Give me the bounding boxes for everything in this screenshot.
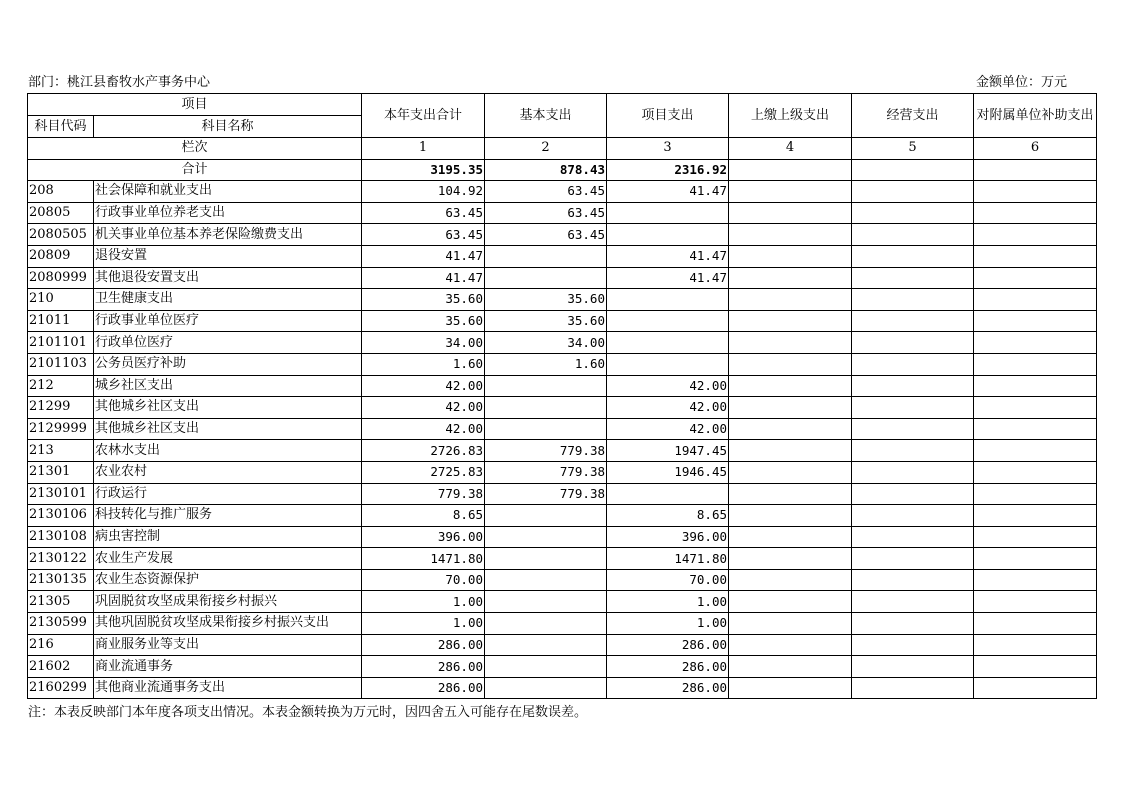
amount-cell [974, 418, 1097, 440]
index-row [28, 138, 1097, 160]
amount-cell: 1.60 [485, 353, 607, 375]
amount-cell [852, 353, 974, 375]
amount-cell [974, 526, 1097, 548]
amount-cell [852, 440, 974, 462]
subject-code: 21301 [28, 461, 94, 483]
amount-cell [852, 548, 974, 570]
table-row [28, 613, 1097, 635]
amount-cell [607, 332, 729, 354]
subject-code: 210 [28, 289, 94, 311]
amount-cell: 8.65 [362, 505, 485, 527]
amount-cell [974, 461, 1097, 483]
amount-cell [729, 397, 852, 419]
subject-code: 2101101 [28, 332, 94, 354]
column-header-basic: 基本支出 [485, 94, 607, 138]
amount-cell [729, 245, 852, 267]
amount-cell: 63.45 [362, 202, 485, 224]
amount-cell: 42.00 [362, 375, 485, 397]
amount-cell: 2725.83 [362, 461, 485, 483]
subject-code: 216 [28, 634, 94, 656]
amount-cell: 41.47 [607, 245, 729, 267]
amount-cell [729, 418, 852, 440]
amount-cell: 35.60 [362, 310, 485, 332]
total-cell [974, 159, 1097, 181]
amount-cell [485, 569, 607, 591]
amount-cell [607, 310, 729, 332]
amount-cell [852, 505, 974, 527]
subject-name: 行政单位医疗 [94, 332, 362, 354]
subject-code: 21305 [28, 591, 94, 613]
amount-cell [729, 548, 852, 570]
amount-cell [485, 526, 607, 548]
amount-cell: 1946.45 [607, 461, 729, 483]
amount-cell [852, 332, 974, 354]
amount-cell: 63.45 [362, 224, 485, 246]
amount-cell [729, 656, 852, 678]
amount-cell: 2726.83 [362, 440, 485, 462]
amount-cell: 779.38 [485, 483, 607, 505]
amount-cell: 286.00 [362, 634, 485, 656]
amount-cell: 1.00 [607, 591, 729, 613]
amount-cell: 286.00 [607, 634, 729, 656]
amount-cell [852, 461, 974, 483]
subject-code: 2129999 [28, 418, 94, 440]
amount-cell [485, 418, 607, 440]
amount-cell: 63.45 [485, 202, 607, 224]
amount-cell [974, 677, 1097, 699]
subject-name: 商业流通事务 [94, 656, 362, 678]
amount-cell [485, 375, 607, 397]
amount-cell [729, 353, 852, 375]
amount-cell: 34.00 [485, 332, 607, 354]
table-row [28, 548, 1097, 570]
footer-note: 注：本表反映部门本年度各项支出情况。本表金额转换为万元时，因四舍五入可能存在尾数误差。 [28, 705, 588, 720]
amount-cell: 286.00 [607, 677, 729, 699]
subject-code: 2130108 [28, 526, 94, 548]
subject-name: 行政事业单位养老支出 [94, 202, 362, 224]
amount-cell [974, 440, 1097, 462]
subject-name: 巩固脱贫攻坚成果衔接乡村振兴 [94, 591, 362, 613]
total-cell [852, 159, 974, 181]
amount-cell [729, 202, 852, 224]
table-row [28, 397, 1097, 419]
amount-cell [607, 483, 729, 505]
total-cell: 3195.35 [362, 159, 485, 181]
table-row [28, 245, 1097, 267]
amount-cell [852, 483, 974, 505]
subject-code: 2160299 [28, 677, 94, 699]
amount-cell [852, 397, 974, 419]
amount-cell: 104.92 [362, 181, 485, 203]
subject-code: 20809 [28, 245, 94, 267]
index-number: 6 [974, 138, 1097, 160]
subject-name: 行政运行 [94, 483, 362, 505]
table-row [28, 569, 1097, 591]
subject-name: 其他商业流通事务支出 [94, 677, 362, 699]
subject-name: 其他城乡社区支出 [94, 397, 362, 419]
subject-code: 2130101 [28, 483, 94, 505]
amount-cell [729, 634, 852, 656]
subject-name: 农业生产发展 [94, 548, 362, 570]
amount-cell [974, 397, 1097, 419]
table-row [28, 224, 1097, 246]
expenditure-table [27, 93, 1097, 699]
subject-code: 21299 [28, 397, 94, 419]
subject-name: 商业服务业等支出 [94, 634, 362, 656]
table-row [28, 483, 1097, 505]
amount-cell [852, 569, 974, 591]
amount-cell: 41.47 [362, 267, 485, 289]
column-header-operating: 经营支出 [852, 94, 974, 138]
amount-cell: 42.00 [607, 375, 729, 397]
column-header-total: 本年支出合计 [362, 94, 485, 138]
amount-cell: 41.47 [607, 181, 729, 203]
amount-cell [485, 245, 607, 267]
total-cell: 878.43 [485, 159, 607, 181]
subject-name: 城乡社区支出 [94, 375, 362, 397]
amount-cell [607, 289, 729, 311]
amount-cell [485, 397, 607, 419]
subject-name: 病虫害控制 [94, 526, 362, 548]
subject-code: 21602 [28, 656, 94, 678]
amount-cell [852, 526, 974, 548]
amount-cell: 35.60 [485, 289, 607, 311]
amount-cell [729, 267, 852, 289]
data-rows [28, 181, 1097, 699]
amount-cell [974, 375, 1097, 397]
amount-cell [852, 202, 974, 224]
amount-cell: 8.65 [607, 505, 729, 527]
amount-cell: 42.00 [607, 397, 729, 419]
amount-cell [852, 289, 974, 311]
table-row [28, 202, 1097, 224]
subject-code: 213 [28, 440, 94, 462]
amount-cell [974, 505, 1097, 527]
code-header: 科目代码 [28, 116, 94, 138]
table-row [28, 375, 1097, 397]
table-row [28, 677, 1097, 699]
subject-name: 其他城乡社区支出 [94, 418, 362, 440]
amount-cell [485, 505, 607, 527]
table-row [28, 656, 1097, 678]
amount-cell [729, 289, 852, 311]
amount-cell [974, 483, 1097, 505]
amount-cell: 1.00 [362, 613, 485, 635]
amount-cell [974, 202, 1097, 224]
amount-cell: 42.00 [362, 418, 485, 440]
subject-code: 2080505 [28, 224, 94, 246]
unit-label: 金额单位：万元 [976, 75, 1068, 90]
column-header-project: 项目支出 [607, 94, 729, 138]
subject-code: 2101103 [28, 353, 94, 375]
amount-cell: 70.00 [362, 569, 485, 591]
amount-cell [852, 613, 974, 635]
amount-cell: 1.00 [362, 591, 485, 613]
total-row [28, 159, 1097, 181]
amount-cell [974, 289, 1097, 311]
amount-cell [607, 353, 729, 375]
total-cell [729, 159, 852, 181]
amount-cell [729, 677, 852, 699]
amount-cell [974, 267, 1097, 289]
amount-cell: 286.00 [607, 656, 729, 678]
table-row [28, 332, 1097, 354]
column-header-remit: 上缴上级支出 [729, 94, 852, 138]
amount-cell [852, 224, 974, 246]
amount-cell: 35.60 [485, 310, 607, 332]
amount-cell [974, 332, 1097, 354]
subject-code: 212 [28, 375, 94, 397]
subject-code: 208 [28, 181, 94, 203]
amount-cell: 34.00 [362, 332, 485, 354]
table-row [28, 505, 1097, 527]
amount-cell: 779.38 [362, 483, 485, 505]
index-number: 5 [852, 138, 974, 160]
subject-name: 其他退役安置支出 [94, 267, 362, 289]
amount-cell [852, 375, 974, 397]
amount-cell [485, 656, 607, 678]
amount-cell [974, 181, 1097, 203]
subject-name: 科技转化与推广服务 [94, 505, 362, 527]
amount-cell [974, 656, 1097, 678]
amount-cell [485, 591, 607, 613]
amount-cell: 1471.80 [362, 548, 485, 570]
amount-cell: 42.00 [362, 397, 485, 419]
subject-name: 其他巩固脱贫攻坚成果衔接乡村振兴支出 [94, 613, 362, 635]
amount-cell [974, 569, 1097, 591]
amount-cell: 1.00 [607, 613, 729, 635]
department-label: 部门：桃江县畜牧水产事务中心 [28, 75, 211, 90]
amount-cell [729, 569, 852, 591]
subject-code: 20805 [28, 202, 94, 224]
amount-cell [974, 591, 1097, 613]
amount-cell [729, 461, 852, 483]
column-header-subsidy: 对附属单位补助支出 [974, 94, 1097, 138]
index-number: 2 [485, 138, 607, 160]
amount-cell [729, 440, 852, 462]
amount-cell [974, 613, 1097, 635]
subject-name: 退役安置 [94, 245, 362, 267]
name-header: 科目名称 [94, 116, 362, 138]
amount-cell [729, 310, 852, 332]
amount-cell: 70.00 [607, 569, 729, 591]
amount-cell: 1947.45 [607, 440, 729, 462]
index-number: 4 [729, 138, 852, 160]
amount-cell [485, 613, 607, 635]
subject-name: 农业生态资源保护 [94, 569, 362, 591]
subject-name: 农林水支出 [94, 440, 362, 462]
amount-cell [974, 245, 1097, 267]
amount-cell: 41.47 [607, 267, 729, 289]
amount-cell [852, 267, 974, 289]
subject-code: 2130599 [28, 613, 94, 635]
amount-cell [852, 181, 974, 203]
table-row [28, 634, 1097, 656]
total-cell: 2316.92 [607, 159, 729, 181]
table-row [28, 353, 1097, 375]
amount-cell [485, 677, 607, 699]
subject-code: 2130106 [28, 505, 94, 527]
table-row [28, 289, 1097, 311]
amount-cell [852, 677, 974, 699]
subject-name: 机关事业单位基本养老保险缴费支出 [94, 224, 362, 246]
amount-cell [729, 332, 852, 354]
amount-cell [729, 483, 852, 505]
amount-cell: 63.45 [485, 181, 607, 203]
amount-cell [729, 505, 852, 527]
amount-cell [729, 375, 852, 397]
table-row [28, 310, 1097, 332]
amount-cell [729, 591, 852, 613]
amount-cell [729, 613, 852, 635]
item-header: 项目 [28, 94, 362, 116]
amount-cell [974, 634, 1097, 656]
amount-cell: 41.47 [362, 245, 485, 267]
subject-name: 农业农村 [94, 461, 362, 483]
amount-cell: 63.45 [485, 224, 607, 246]
table-row [28, 526, 1097, 548]
index-number: 3 [607, 138, 729, 160]
subject-name: 社会保障和就业支出 [94, 181, 362, 203]
subject-name: 公务员医疗补助 [94, 353, 362, 375]
amount-cell [852, 418, 974, 440]
index-label: 栏次 [28, 138, 362, 160]
table-row [28, 440, 1097, 462]
subject-name: 行政事业单位医疗 [94, 310, 362, 332]
amount-cell [729, 224, 852, 246]
amount-cell [485, 634, 607, 656]
amount-cell: 1471.80 [607, 548, 729, 570]
amount-cell [974, 548, 1097, 570]
index-number: 1 [362, 138, 485, 160]
amount-cell [974, 310, 1097, 332]
subject-code: 2130135 [28, 569, 94, 591]
subject-code: 21011 [28, 310, 94, 332]
amount-cell [729, 181, 852, 203]
table-row [28, 267, 1097, 289]
subject-name: 卫生健康支出 [94, 289, 362, 311]
amount-cell [852, 634, 974, 656]
amount-cell [852, 656, 974, 678]
amount-cell: 42.00 [607, 418, 729, 440]
amount-cell [974, 224, 1097, 246]
amount-cell [485, 267, 607, 289]
table-row [28, 461, 1097, 483]
amount-cell [607, 224, 729, 246]
total-label: 合计 [28, 159, 362, 181]
amount-cell: 396.00 [362, 526, 485, 548]
amount-cell [974, 353, 1097, 375]
amount-cell [852, 591, 974, 613]
amount-cell: 286.00 [362, 677, 485, 699]
header-row-1 [28, 94, 1097, 116]
table-row [28, 591, 1097, 613]
amount-cell [852, 245, 974, 267]
amount-cell: 396.00 [607, 526, 729, 548]
amount-cell [485, 548, 607, 570]
amount-cell [852, 310, 974, 332]
amount-cell [607, 202, 729, 224]
amount-cell: 779.38 [485, 461, 607, 483]
amount-cell: 779.38 [485, 440, 607, 462]
subject-code: 2080999 [28, 267, 94, 289]
amount-cell: 286.00 [362, 656, 485, 678]
table-row [28, 418, 1097, 440]
subject-code: 2130122 [28, 548, 94, 570]
table-row [28, 181, 1097, 203]
amount-cell: 1.60 [362, 353, 485, 375]
amount-cell [729, 526, 852, 548]
amount-cell: 35.60 [362, 289, 485, 311]
